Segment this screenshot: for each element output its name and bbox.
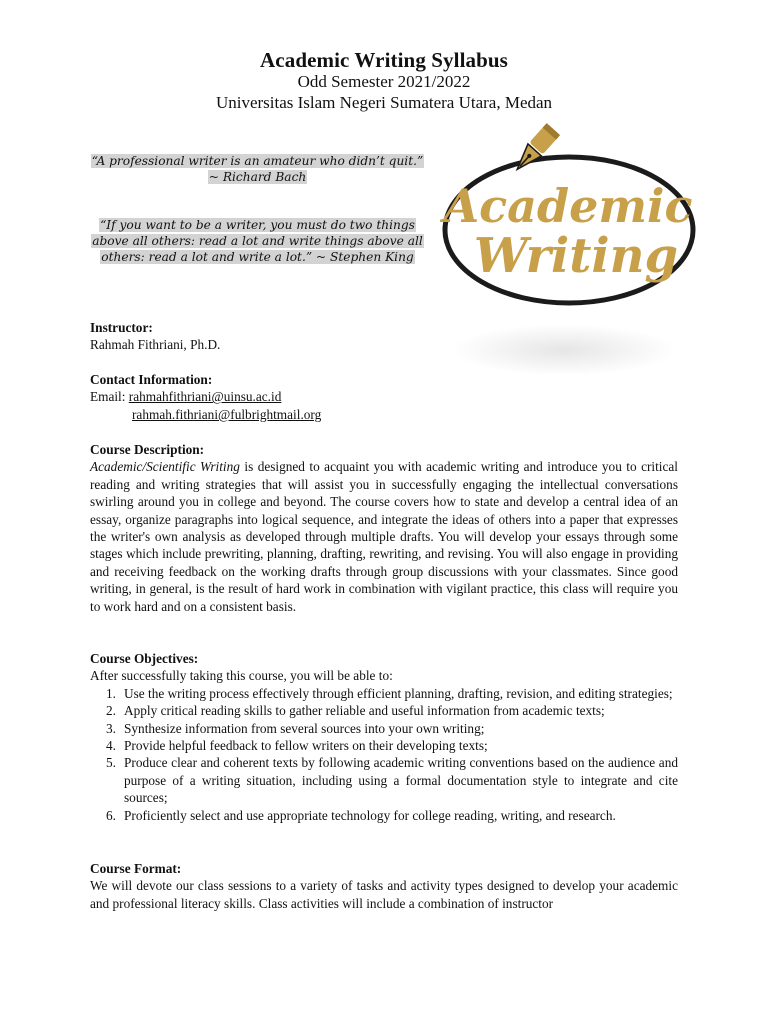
quote-line: “If you want to be a writer, you must do two things [100,218,415,232]
list-item [90,737,678,754]
list-item [90,702,678,719]
contact-heading: Contact Information: [90,372,213,387]
description-text: is designed to acquaint you with academic writing and introduce you to critical reading and writing strategies that will assist you in successfully engaging the intellectual conversations swirling around you in college and beyond. The course covers how to state and develop a central idea of an essay, organize paragraphs into logical sequence, and integrate the ideas of others into a paper that expresses the writer's own analysis as developed through multiple drafts. You will develop your essays through some stages which include prewriting, planning, drafting, rewriting, and revising. You will also engage in providing and receiving feedback on the working drafts through group discussions with your classmates. Since good writing, in general, is the result of hard work in combination with vigilant practice, this class will require you to work hard and on a consistent basis. [90,459,678,614]
list-number: 3. [106,720,116,736]
objectives-intro: After successfully taking this course, you will be able to: [90,668,393,684]
description-heading: Course Description: [90,442,205,457]
instructor-section [90,319,678,354]
list-number: 1. [106,685,116,701]
logo-word-writing: Writing [473,228,679,284]
list-text: Produce clear and coherent texts by following academic writing conventions based on the audience and purpose of a writing situation, including using a formal documentation style to integrate and cite sources; [124,755,678,806]
email-line [90,406,678,423]
objectives-heading: Course Objectives: [90,651,199,666]
list-text: Provide helpful feedback to fellow writers on their developing texts; [124,738,488,754]
list-number: 5. [106,755,116,771]
list-text: Use the writing process effectively through efficient planning, drafting, revision, and editing strategies; [124,685,673,701]
list-text: Synthesize information from several sources into your own writing; [124,720,485,736]
email-link-fulbright[interactable]: rahmah.fithriani@fulbrightmail.org [132,406,322,422]
university-subtitle: Universitas Islam Negeri Sumatera Utara, Medan [215,93,553,112]
logo-word-academic: Academic [443,179,693,233]
list-item [90,754,678,806]
semester-subtitle: Odd Semester 2021/2022 [297,72,471,91]
email-link-uinsu[interactable]: rahmahfithriani@uinsu.ac.id [128,389,282,405]
course-format-section [90,860,678,912]
quote-line: above all others: read a lot and write things above all [92,234,423,248]
description-paragraph [90,458,678,615]
quote-line: “A professional writer is an amateur who didn’t quit.” [91,154,424,168]
instructor-heading: Instructor: [90,320,153,335]
list-item [90,807,678,824]
email-label: Email: [90,389,126,405]
email-line [90,388,678,405]
list-text: Apply critical reading skills to gather reliable and useful information from academic texts; [124,703,605,719]
contact-section [90,371,678,423]
format-heading: Course Format: [90,861,182,876]
quote-author: ~ Richard Bach [208,170,307,184]
list-item [90,685,678,702]
list-number: 2. [106,703,116,719]
list-item [90,720,678,737]
description-lead: Academic/Scientific Writing [90,459,240,475]
format-paragraph: We will devote our class sessions to a variety of tasks and activity types designed to develop your academic and professional literacy skills. Class activities will include a combination of instructor [90,878,678,911]
page-title: Academic Writing Syllabus [260,48,508,72]
list-number: 4. [106,738,116,754]
objectives-list [90,685,678,824]
list-number: 6. [106,807,116,823]
quote-richard-bach [90,153,425,185]
list-text: Proficiently select and use appropriate technology for college reading, writing, and research. [124,807,616,823]
quote-line: others: read a lot and write a lot.” ~ Stephen King [101,250,414,264]
quote-stephen-king [90,217,425,265]
instructor-name: Rahmah Fithriani, Ph.D. [90,337,221,353]
course-description-section [90,441,678,615]
course-objectives-section [90,650,678,824]
